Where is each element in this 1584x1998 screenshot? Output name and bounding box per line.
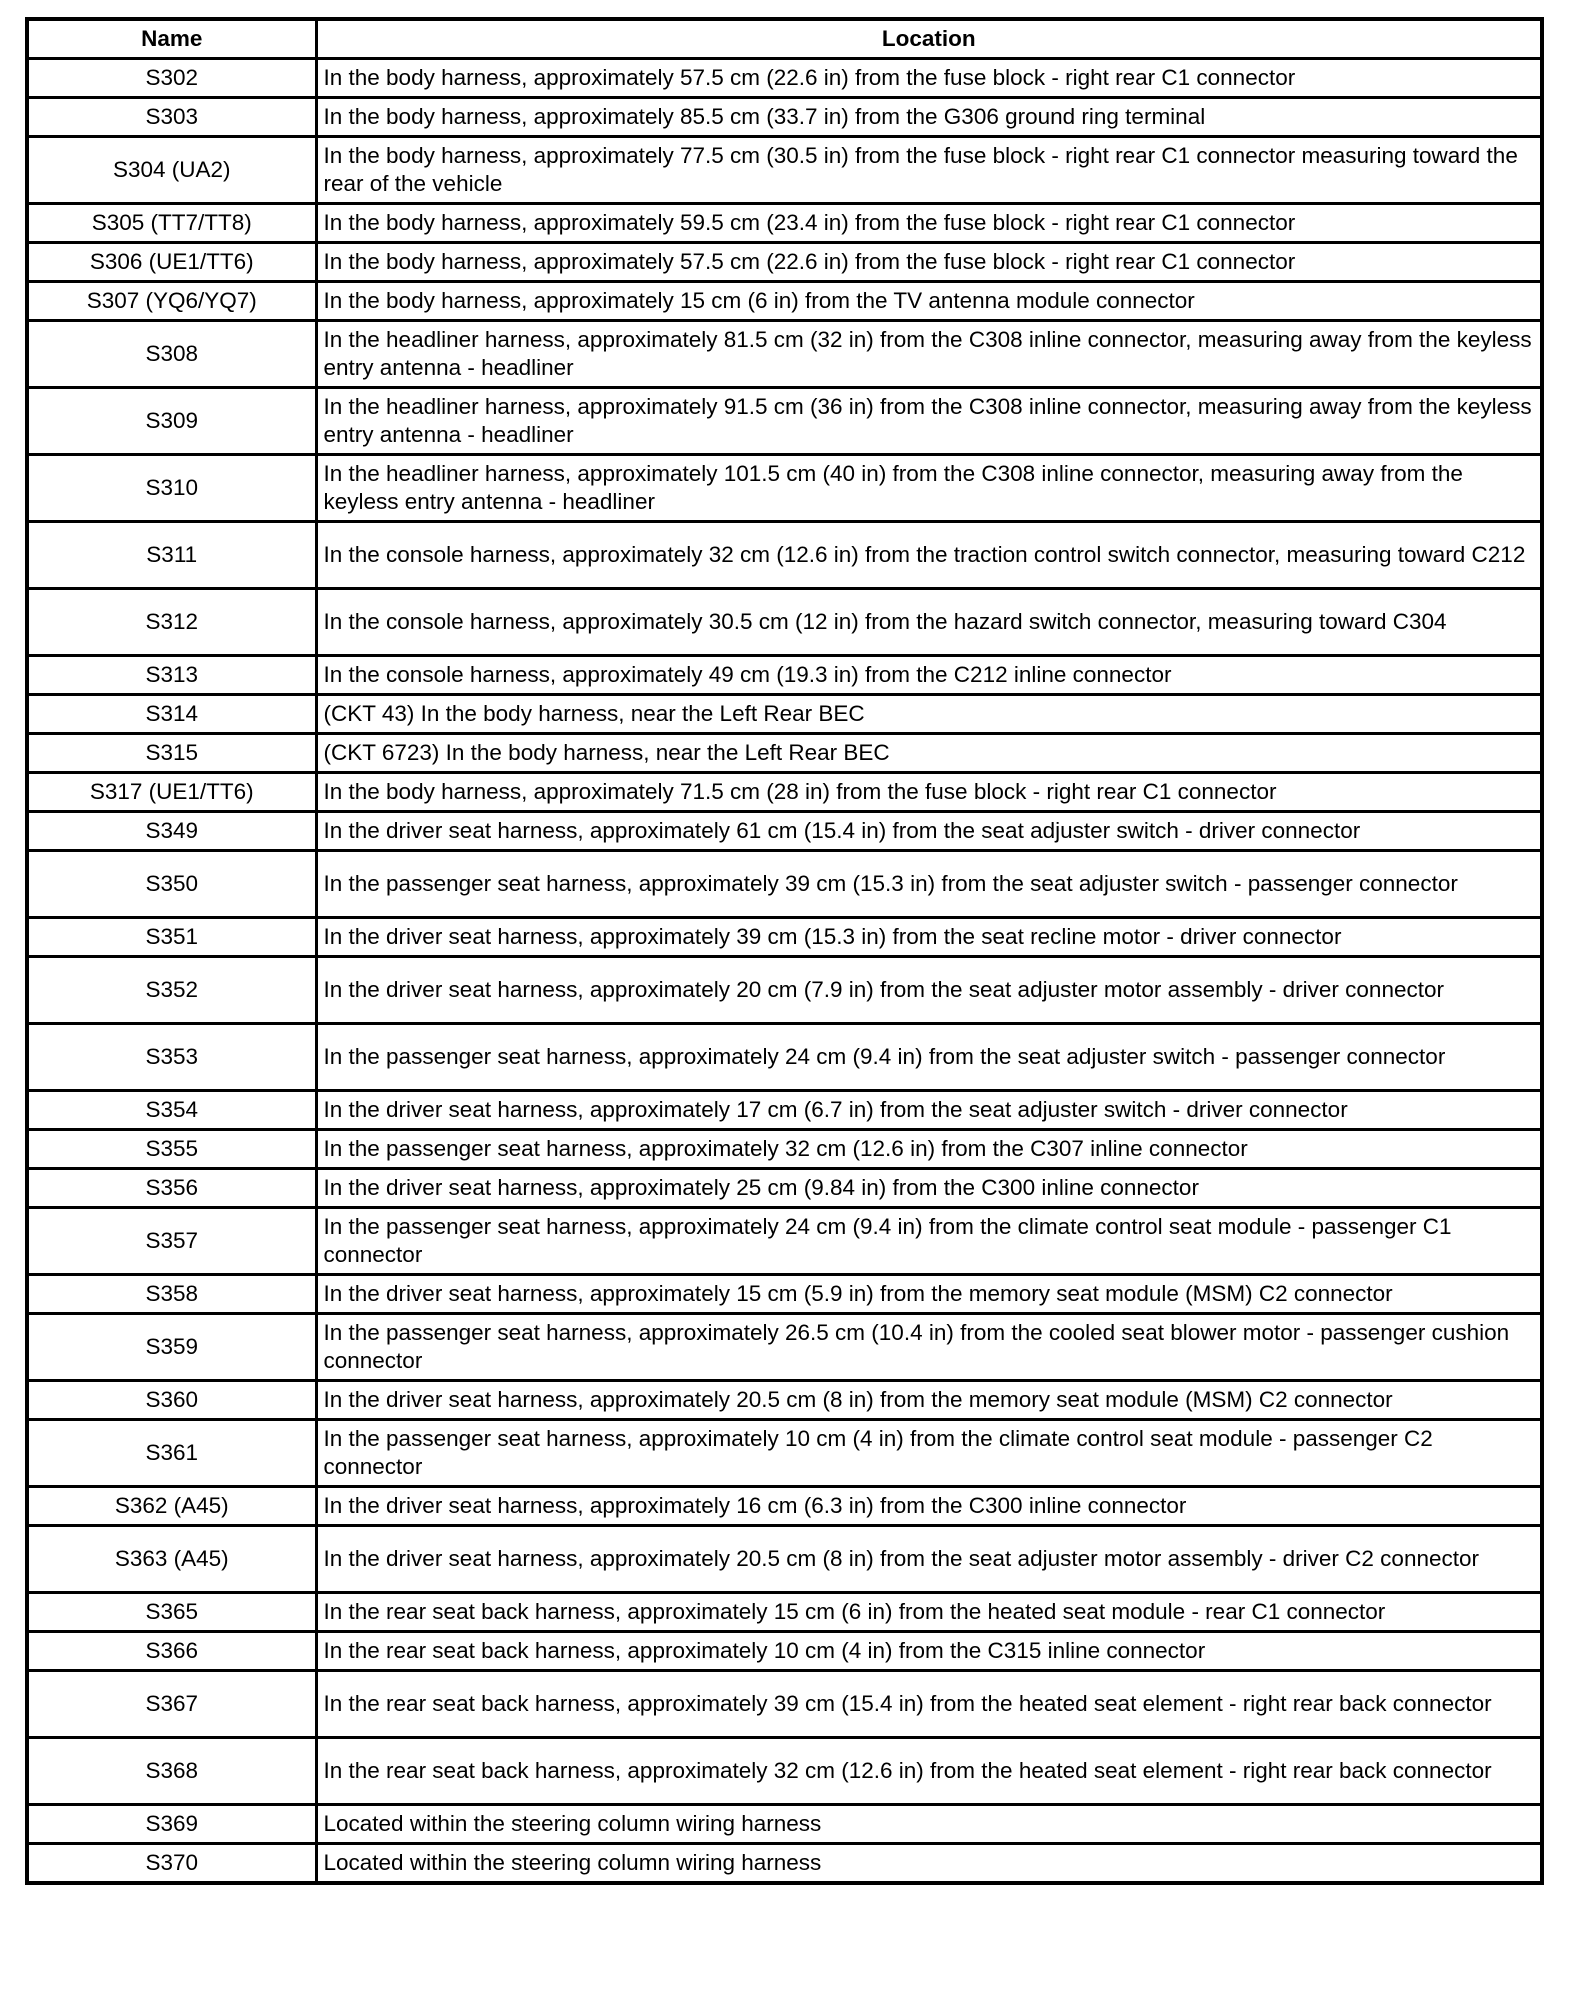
table-row — [27, 1091, 1542, 1130]
splice-name-cell: S306 (UE1/TT6) — [27, 243, 316, 282]
splice-location-cell: (CKT 6723) In the body harness, near the Left Rear BEC — [316, 734, 1542, 773]
splice-name-cell: S308 — [27, 321, 316, 388]
table-row — [27, 734, 1542, 773]
splice-location-cell: In the body harness, approximately 59.5 cm (23.4 in) from the fuse block - right rear C1 connector — [316, 204, 1542, 243]
table-row — [27, 918, 1542, 957]
table-row — [27, 1671, 1542, 1738]
header-location: Location — [316, 19, 1542, 59]
splice-location-cell: In the console harness, approximately 32 cm (12.6 in) from the traction control switch connector, measuring toward C212 — [316, 522, 1542, 589]
table-row — [27, 321, 1542, 388]
table-row — [27, 243, 1542, 282]
splice-name-cell: S356 — [27, 1169, 316, 1208]
splice-location-cell: In the driver seat harness, approximately 20.5 cm (8 in) from the memory seat module (MSM) C2 connector — [316, 1381, 1542, 1420]
splice-name-cell: S309 — [27, 388, 316, 455]
splice-name-cell: S317 (UE1/TT6) — [27, 773, 316, 812]
splice-name-cell: S359 — [27, 1314, 316, 1381]
table-row — [27, 812, 1542, 851]
splice-location-cell: In the driver seat harness, approximately 39 cm (15.3 in) from the seat recline motor - driver connector — [316, 918, 1542, 957]
splice-location-cell: In the headliner harness, approximately 101.5 cm (40 in) from the C308 inline connector, measuring away from the keyless entry antenna - headliner — [316, 455, 1542, 522]
table-row — [27, 388, 1542, 455]
splice-location-cell: In the driver seat harness, approximately 15 cm (5.9 in) from the memory seat module (MSM) C2 connector — [316, 1275, 1542, 1314]
table-row — [27, 204, 1542, 243]
header-row — [27, 19, 1542, 59]
splice-name-cell: S305 (TT7/TT8) — [27, 204, 316, 243]
table-row — [27, 695, 1542, 734]
table-row — [27, 282, 1542, 321]
splice-location-cell: In the body harness, approximately 77.5 cm (30.5 in) from the fuse block - right rear C1 connector measuring toward the rear of the vehicle — [316, 137, 1542, 204]
table-row — [27, 1526, 1542, 1593]
splice-location-cell: In the body harness, approximately 85.5 cm (33.7 in) from the G306 ground ring terminal — [316, 98, 1542, 137]
splice-location-cell: In the console harness, approximately 30.5 cm (12 in) from the hazard switch connector, measuring toward C304 — [316, 589, 1542, 656]
splice-name-cell: S315 — [27, 734, 316, 773]
splice-name-cell: S363 (A45) — [27, 1526, 316, 1593]
table-row — [27, 1169, 1542, 1208]
splice-name-cell: S313 — [27, 656, 316, 695]
table-row — [27, 1130, 1542, 1169]
splice-location-cell: In the passenger seat harness, approximately 39 cm (15.3 in) from the seat adjuster switch - passenger connector — [316, 851, 1542, 918]
table-row — [27, 1805, 1542, 1844]
table-row — [27, 1487, 1542, 1526]
splice-name-cell: S367 — [27, 1671, 316, 1738]
splice-name-cell: S369 — [27, 1805, 316, 1844]
table-row — [27, 1314, 1542, 1381]
splice-location-cell: Located within the steering column wiring harness — [316, 1805, 1542, 1844]
splice-name-cell: S352 — [27, 957, 316, 1024]
table-row — [27, 522, 1542, 589]
splice-name-cell: S358 — [27, 1275, 316, 1314]
splice-location-cell: In the passenger seat harness, approximately 32 cm (12.6 in) from the C307 inline connector — [316, 1130, 1542, 1169]
splice-name-cell: S303 — [27, 98, 316, 137]
splice-location-cell: In the driver seat harness, approximately 17 cm (6.7 in) from the seat adjuster switch - driver connector — [316, 1091, 1542, 1130]
table-row — [27, 656, 1542, 695]
splice-location-cell: In the headliner harness, approximately 91.5 cm (36 in) from the C308 inline connector, measuring away from the keyless entry antenna - headliner — [316, 388, 1542, 455]
splice-name-cell: S361 — [27, 1420, 316, 1487]
splice-location-cell: In the console harness, approximately 49 cm (19.3 in) from the C212 inline connector — [316, 656, 1542, 695]
table-row — [27, 589, 1542, 656]
splice-location-cell: In the rear seat back harness, approximately 10 cm (4 in) from the C315 inline connector — [316, 1632, 1542, 1671]
splice-name-cell: S307 (YQ6/YQ7) — [27, 282, 316, 321]
table-row — [27, 1024, 1542, 1091]
table-row — [27, 1593, 1542, 1632]
splice-name-cell: S350 — [27, 851, 316, 918]
table-row — [27, 1208, 1542, 1275]
splice-name-cell: S355 — [27, 1130, 316, 1169]
splice-name-cell: S354 — [27, 1091, 316, 1130]
table-row — [27, 1381, 1542, 1420]
splice-location-cell: In the body harness, approximately 15 cm (6 in) from the TV antenna module connector — [316, 282, 1542, 321]
splice-name-cell: S368 — [27, 1738, 316, 1805]
splice-name-cell: S357 — [27, 1208, 316, 1275]
splice-name-cell: S312 — [27, 589, 316, 656]
splice-location-cell: In the passenger seat harness, approximately 24 cm (9.4 in) from the seat adjuster switch - passenger connector — [316, 1024, 1542, 1091]
table-row — [27, 1844, 1542, 1884]
splice-name-cell: S314 — [27, 695, 316, 734]
table-row — [27, 137, 1542, 204]
splice-name-cell: S353 — [27, 1024, 316, 1091]
table-row — [27, 98, 1542, 137]
splice-location-table — [25, 17, 1544, 1885]
splice-name-cell: S366 — [27, 1632, 316, 1671]
splice-location-cell: In the body harness, approximately 57.5 cm (22.6 in) from the fuse block - right rear C1 connector — [316, 243, 1542, 282]
splice-location-cell: In the driver seat harness, approximately 25 cm (9.84 in) from the C300 inline connector — [316, 1169, 1542, 1208]
splice-location-cell: In the driver seat harness, approximately 61 cm (15.4 in) from the seat adjuster switch - driver connector — [316, 812, 1542, 851]
table-row — [27, 851, 1542, 918]
splice-location-cell: In the passenger seat harness, approximately 24 cm (9.4 in) from the climate control seat module - passenger C1 connector — [316, 1208, 1542, 1275]
splice-name-cell: S304 (UA2) — [27, 137, 316, 204]
splice-location-cell: In the body harness, approximately 57.5 cm (22.6 in) from the fuse block - right rear C1 connector — [316, 59, 1542, 98]
splice-location-cell: In the driver seat harness, approximately 16 cm (6.3 in) from the C300 inline connector — [316, 1487, 1542, 1526]
table-row — [27, 455, 1542, 522]
splice-name-cell: S310 — [27, 455, 316, 522]
header-name: Name — [27, 19, 316, 59]
table-row — [27, 1632, 1542, 1671]
table-row — [27, 1420, 1542, 1487]
table-row — [27, 1275, 1542, 1314]
splice-name-cell: S349 — [27, 812, 316, 851]
table-row — [27, 957, 1542, 1024]
table-row — [27, 773, 1542, 812]
splice-location-cell: Located within the steering column wiring harness — [316, 1844, 1542, 1884]
splice-name-cell: S360 — [27, 1381, 316, 1420]
splice-name-cell: S302 — [27, 59, 316, 98]
splice-name-cell: S370 — [27, 1844, 316, 1884]
table-row — [27, 59, 1542, 98]
splice-location-cell: In the driver seat harness, approximately 20 cm (7.9 in) from the seat adjuster motor assembly - driver connector — [316, 957, 1542, 1024]
splice-name-cell: S351 — [27, 918, 316, 957]
splice-name-cell: S365 — [27, 1593, 316, 1632]
splice-location-cell: In the headliner harness, approximately 81.5 cm (32 in) from the C308 inline connector, measuring away from the keyless entry antenna - headliner — [316, 321, 1542, 388]
splice-name-cell: S311 — [27, 522, 316, 589]
splice-location-cell: In the rear seat back harness, approximately 15 cm (6 in) from the heated seat module - rear C1 connector — [316, 1593, 1542, 1632]
splice-location-cell: In the passenger seat harness, approximately 10 cm (4 in) from the climate control seat module - passenger C2 connector — [316, 1420, 1542, 1487]
splice-location-cell: In the rear seat back harness, approximately 39 cm (15.4 in) from the heated seat element - right rear back connector — [316, 1671, 1542, 1738]
splice-location-cell: In the body harness, approximately 71.5 cm (28 in) from the fuse block - right rear C1 connector — [316, 773, 1542, 812]
splice-name-cell: S362 (A45) — [27, 1487, 316, 1526]
table-body — [27, 59, 1542, 1884]
table-row — [27, 1738, 1542, 1805]
splice-location-cell: (CKT 43) In the body harness, near the Left Rear BEC — [316, 695, 1542, 734]
splice-location-cell: In the driver seat harness, approximately 20.5 cm (8 in) from the seat adjuster motor assembly - driver C2 connector — [316, 1526, 1542, 1593]
splice-location-cell: In the rear seat back harness, approximately 32 cm (12.6 in) from the heated seat element - right rear back connector — [316, 1738, 1542, 1805]
splice-location-cell: In the passenger seat harness, approximately 26.5 cm (10.4 in) from the cooled seat blower motor - passenger cushion connector — [316, 1314, 1542, 1381]
